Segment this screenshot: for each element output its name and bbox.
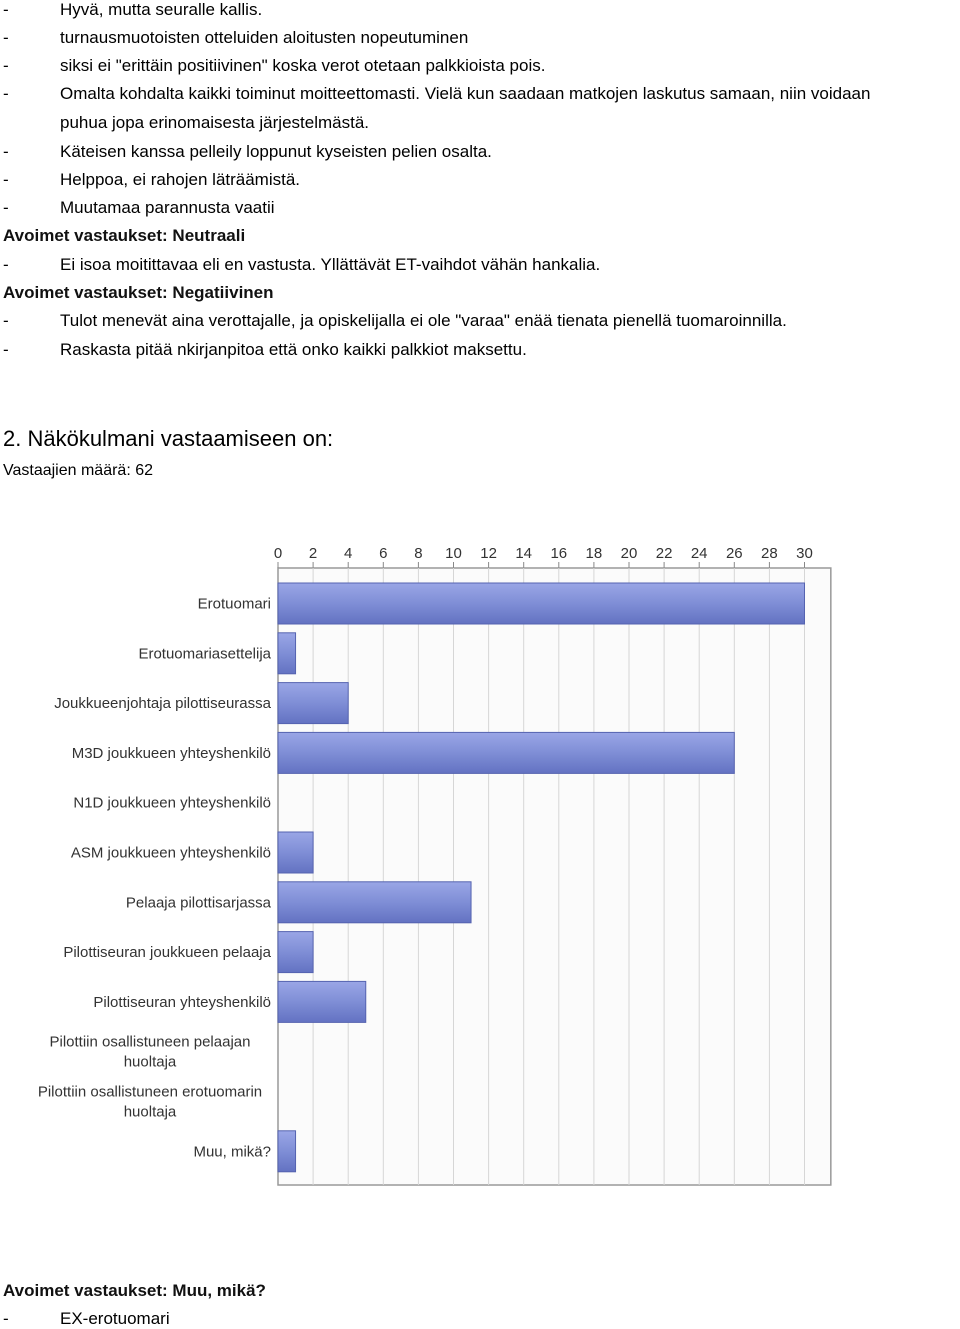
category-label: Erotuomariasettelija (138, 645, 271, 663)
bullet-text: Käteisen kanssa pelleily loppunut kyseisten pelien osalta. (60, 142, 492, 161)
bullet-text: siksi ei "erittäin positiivinen" koska verot otetaan palkkioista pois. (60, 56, 546, 75)
bar (278, 683, 348, 724)
bullet-dash: - (3, 1309, 9, 1328)
bullet-text: Raskasta pitää nkirjanpitoa että onko kaikki palkkiot maksettu. (60, 340, 527, 359)
x-tick-label: 4 (344, 545, 353, 562)
bullet-text: turnausmuotoisten otteluiden aloitusten nopeutuminen (60, 28, 469, 47)
category-label: Joukkueenjohtaja pilottiseurassa (54, 695, 271, 713)
x-tick-label: 18 (585, 545, 603, 562)
bar (278, 832, 313, 873)
category-label: Pilottiseuran joukkueen pelaaja (63, 944, 271, 962)
x-tick-label: 24 (690, 545, 708, 562)
bullet-text: Tulot menevät aina verottajalle, ja opiskelijalla ei ole "varaa" enää tienata pienellä tuomaroinnilla. (60, 311, 787, 330)
bullet-text: Omalta kohdalta kaikki toiminut moitteettomasti. Vielä kun saadaan matkojen laskutus samaan, niin voidaan (60, 84, 871, 103)
section-heading: Avoimet vastaukset: Muu, mikä? (3, 1281, 266, 1300)
bullet-text: Muutamaa parannusta vaatii (60, 198, 275, 217)
category-label: Muu, mikä? (193, 1143, 271, 1161)
x-tick-label: 12 (480, 545, 497, 562)
bar (278, 633, 296, 674)
bar (278, 1131, 296, 1172)
x-tick-label: 28 (761, 545, 778, 562)
category-label: M3D joukkueen yhteyshenkilö (71, 744, 271, 762)
bar (278, 732, 734, 773)
category-label: ASM joukkueen yhteyshenkilö (70, 844, 271, 862)
section-heading: Avoimet vastaukset: Negatiivinen (3, 283, 274, 302)
x-tick-label: 20 (620, 545, 638, 562)
x-tick-label: 0 (273, 545, 283, 562)
bullet-dash: - (3, 84, 9, 103)
bar (278, 882, 471, 923)
category-label: Erotuomari (197, 595, 271, 613)
category-label: Pelaaja pilottisarjassa (125, 894, 271, 912)
x-tick-label: 2 (308, 545, 318, 562)
x-tick-label: 14 (515, 545, 533, 562)
bar (278, 981, 366, 1022)
x-tick-label: 6 (379, 545, 388, 562)
bullet-dash: - (3, 170, 9, 189)
x-tick-label: 22 (655, 545, 673, 562)
bullet-dash: - (3, 142, 9, 161)
x-tick-label: 10 (445, 545, 462, 562)
category-label: Pilottiin osallistuneen erotuomarin huoltaja (37, 1083, 263, 1121)
respondent-count: Vastaajien määrä: 62 (3, 462, 154, 479)
bar (278, 932, 313, 973)
bullet-text: Ei isoa moitittavaa eli en vastusta. Yllättävät ET-vaihdot vähän hankalia. (60, 255, 601, 274)
category-label: N1D joukkueen yhteyshenkilö (73, 794, 271, 812)
bar-chart (0, 530, 960, 1210)
bullet-dash: - (3, 28, 9, 47)
category-label: Pilottiseuran yhteyshenkilö (93, 993, 271, 1011)
bullet-dash: - (3, 255, 9, 274)
section-heading: Avoimet vastaukset: Neutraali (3, 226, 246, 245)
category-label: Pilottiin osallistuneen pelaajan huoltaja (49, 1033, 251, 1071)
question-title: 2. Näkökulmani vastaamiseen on: (3, 426, 334, 451)
x-tick-label: 16 (550, 545, 568, 562)
x-tick-label: 8 (414, 545, 423, 562)
x-tick-label: 30 (796, 545, 813, 562)
bullet-dash: - (3, 198, 9, 217)
bullet-dash: - (3, 340, 9, 359)
bullet-dash: - (3, 311, 9, 330)
bullet-text: puhua jopa erinomaisesta järjestelmästä. (60, 113, 370, 132)
bullet-text: EX-erotuomari (60, 1309, 170, 1328)
bullet-text: Hyvä, mutta seuralle kallis. (60, 0, 263, 19)
bullet-dash: - (3, 56, 9, 75)
x-tick-label: 26 (725, 545, 743, 562)
plot-area (278, 568, 831, 1185)
bullet-text: Helppoa, ei rahojen läträämistä. (60, 170, 301, 189)
bar (278, 583, 805, 624)
bullet-dash: - (3, 0, 9, 19)
